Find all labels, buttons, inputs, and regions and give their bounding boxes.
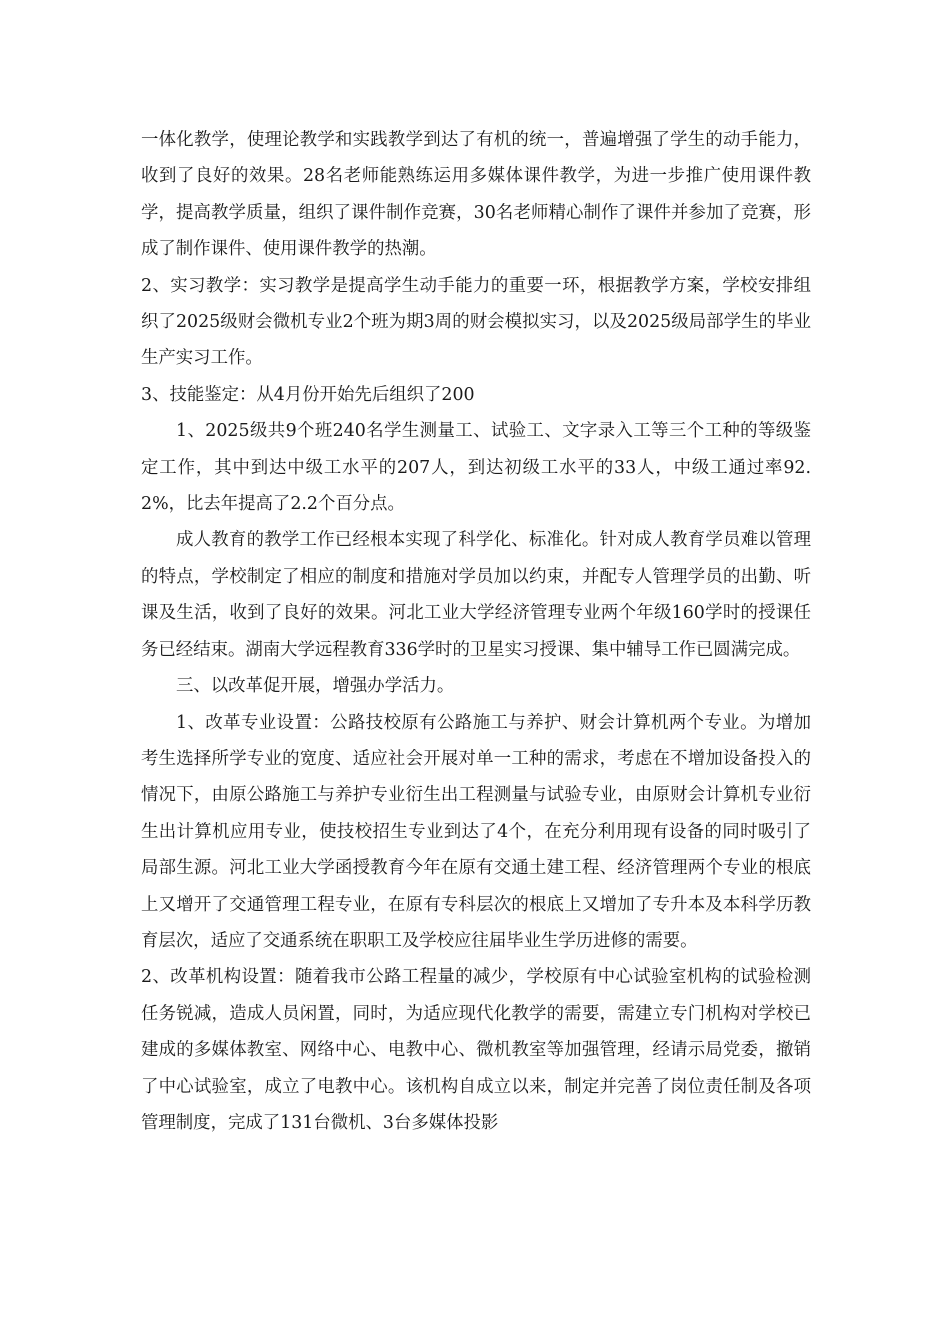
paragraph-major-reform: 1、改革专业设置：公路技校原有公路施工与养护、财会计算机两个专业。为增加考生选择所学专业的宽度、适应社会开展对单一工种的需求，考虑在不增加设备投入的情况下，由原公路施工与养护专业衍生出工程测量与试验专业，由原财会计算机专业衍生出计算机应用专业，使技校招生专业到达了4个，在充分利用现有设备的同时吸引了局部生源。河北工业大学函授教育今年在原有交通土建工程、经济管理两个专业的根底上又增开了交通管理工程专业，在原有专科层次的根底上又增加了专升本及本科学历教育层次，适应了交通系统在职职工及学校应往届毕业生学历进修的需要。 <box>141 712 811 951</box>
paragraph-internship-teaching: 2、实习教学：实习教学是提高学生动手能力的重要一环，根据教学方案，学校安排组织了2025级财会微机专业2个班为期3周的财会模拟实习，以及2025级局部学生的毕业生产实习工作。 <box>141 275 811 369</box>
paragraph-grade-appraisal: 1、2025级共9个班240名学生测量工、试验工、文字录入工等三个工种的等级鉴定工作，其中到达中级工水平的207人，到达初级工水平的33人，中级工通过率92.2%，比去年提高了2.2个百分点。 <box>141 421 811 515</box>
paragraph-institution-reform: 2、改革机构设置：随着我市公路工程量的减少，学校原有中心试验室机构的试验检测任务锐减，造成人员闲置，同时，为适应现代化教学的需要，需建立专门机构对学校已建成的多媒体教室、网络中心、电教中心、微机教室等加强管理，经请示局党委，撤销了中心试验室，成立了电教中心。该机构自成立以来，制定并完善了岗位责任制及各项管理制度，完成了131台微机、3台多媒体投影 <box>141 967 811 1133</box>
section-heading-reform: 三、以改革促开展，增强办学活力。 <box>176 676 455 697</box>
document-body <box>141 122 811 1141</box>
paragraph-skill-appraisal: 3、技能鉴定：从4月份开始先后组织了200 <box>141 384 475 405</box>
paragraph-teaching-integration: 一体化教学，使理论教学和实践教学到达了有机的统一，普遍增强了学生的动手能力，收到了良好的效果。28名老师能熟练运用多媒体课件教学，为进一步推广使用课件教学，提高教学质量，组织了课件制作竞赛，30名老师精心制作了课件并参加了竞赛，形成了制作课件、使用课件教学的热潮。 <box>141 130 811 260</box>
paragraph-adult-education: 成人教育的教学工作已经根本实现了科学化、标准化。针对成人教育学员难以管理的特点，学校制定了相应的制度和措施对学员加以约束，并配专人管理学员的出勤、听课及生活，收到了良好的效果。河北工业大学经济管理专业两个年级160学时的授课任务已经结束。湖南大学远程教育336学时的卫星实习授课、集中辅导工作已圆满完成。 <box>141 530 811 660</box>
